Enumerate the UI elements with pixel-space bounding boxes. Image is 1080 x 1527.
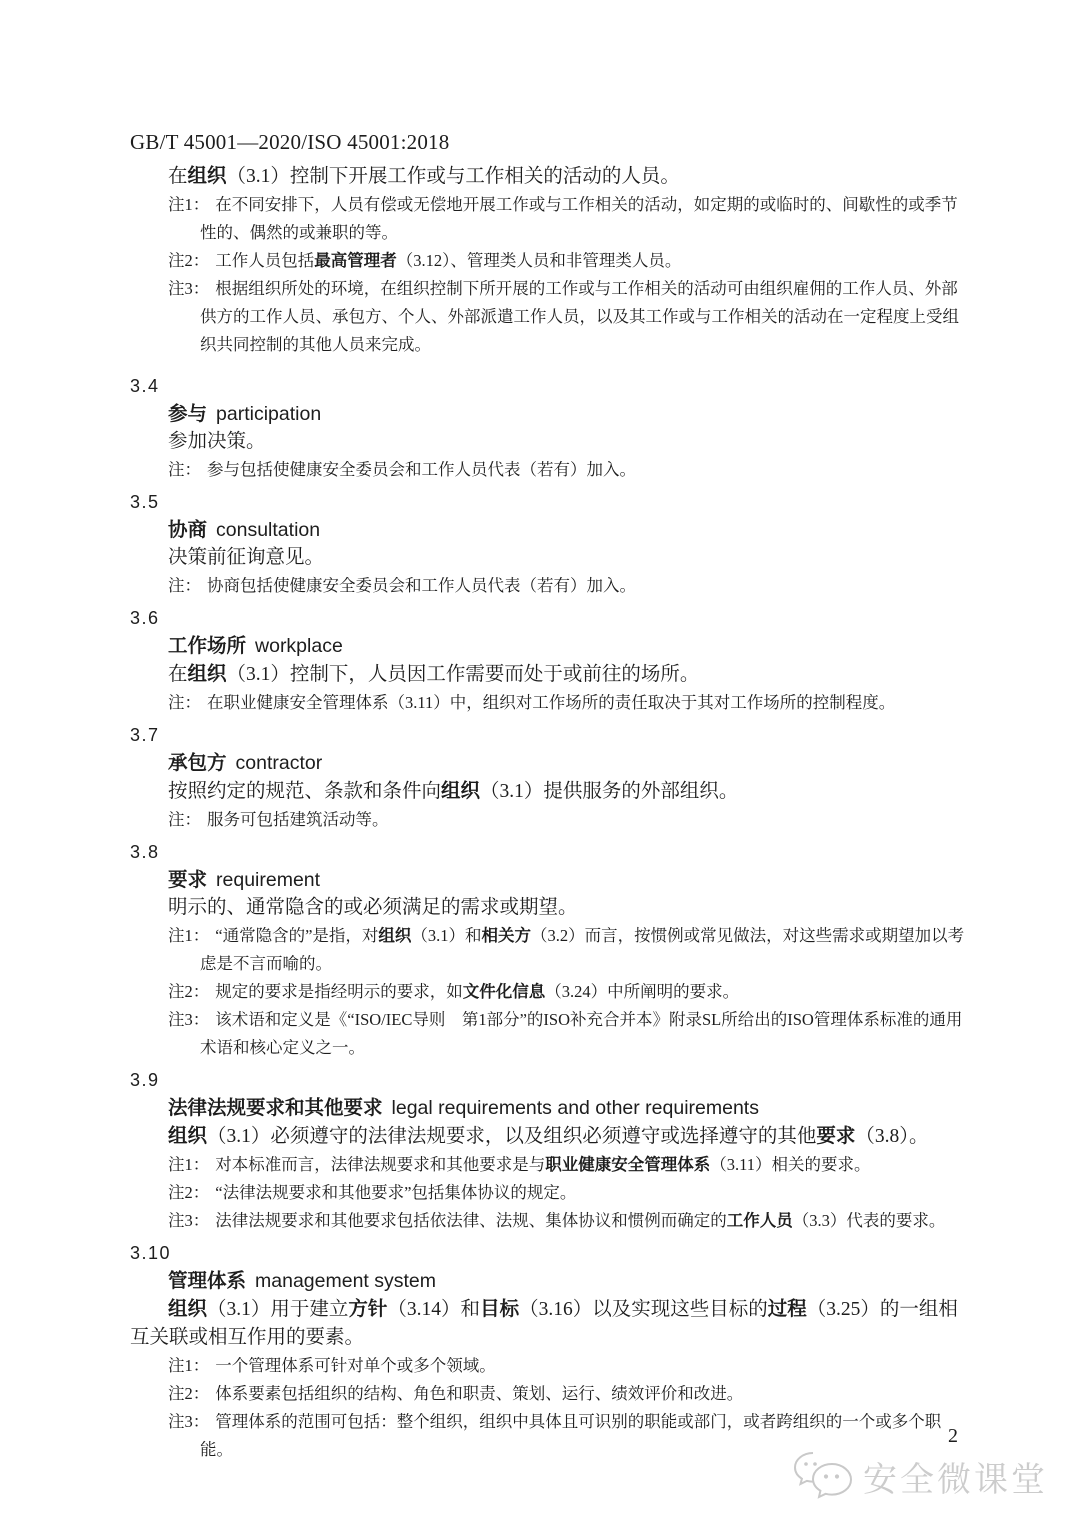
text-run: （3.1）提供服务的外部组织。 bbox=[480, 781, 739, 802]
watermark bbox=[791, 1450, 1048, 1502]
page-header-title: GB/T 45001—2020/ISO 45001:2018 bbox=[130, 130, 450, 154]
note-paragraph bbox=[130, 689, 972, 717]
note-paragraph bbox=[130, 978, 972, 1006]
note-paragraph bbox=[130, 922, 972, 978]
bold-term: 工作人员 bbox=[726, 1211, 793, 1230]
text-run: （3.1）控制下，人员因工作需要而处于或前往的场所。 bbox=[226, 664, 700, 685]
bold-term: 目标 bbox=[480, 1297, 520, 1320]
section-number: 3.6 bbox=[130, 608, 160, 628]
text-run: （3.12）、管理类人员和非管理类人员。 bbox=[396, 251, 682, 270]
term-zh: 协商 bbox=[168, 518, 208, 541]
section-number: 3.9 bbox=[130, 1070, 160, 1090]
text-run: （3.1）用于建立 bbox=[207, 1299, 349, 1320]
text-run: （3.25）的一组相互关联或相互作用的要素。 bbox=[130, 1299, 958, 1348]
note-paragraph bbox=[130, 456, 972, 484]
text-run: 法律法规要求和其他要求包括依法律、法规、集体协议和惯例而确定的 bbox=[215, 1211, 727, 1230]
definition-paragraph bbox=[130, 894, 972, 922]
definition-paragraph bbox=[130, 1122, 972, 1151]
definition-paragraph bbox=[130, 162, 972, 191]
text-run: 按照约定的规范、条款和条件向 bbox=[168, 781, 442, 802]
note-paragraph bbox=[130, 1151, 972, 1179]
text-run: 参与包括使健康安全委员会和工作人员代表（若有）加入。 bbox=[207, 460, 636, 479]
bold-term: 最高管理者 bbox=[314, 251, 397, 270]
text-run: 规定的要求是指经明示的要求，如 bbox=[215, 982, 463, 1001]
note-paragraph bbox=[130, 806, 972, 834]
term-line bbox=[130, 1094, 972, 1122]
bold-term: 过程 bbox=[767, 1297, 807, 1320]
definition-paragraph bbox=[130, 544, 972, 572]
note-label: 注2： bbox=[168, 1183, 210, 1202]
bold-term: 组织 bbox=[168, 1124, 208, 1147]
note-label: 注1： bbox=[168, 926, 210, 945]
bold-term: 要求 bbox=[816, 1124, 856, 1147]
text-run: （3.11）相关的要求。 bbox=[710, 1155, 871, 1174]
bold-term: 组织 bbox=[187, 164, 227, 187]
note-label: 注1： bbox=[168, 1356, 210, 1375]
note-label: 注2： bbox=[168, 251, 210, 270]
bold-term: 相关方 bbox=[481, 926, 532, 945]
bold-term: 组织 bbox=[378, 926, 412, 945]
note-label: 注1： bbox=[168, 195, 210, 214]
term-zh: 管理体系 bbox=[168, 1269, 247, 1292]
note-label: 注： bbox=[168, 810, 201, 829]
definition-paragraph bbox=[130, 1295, 972, 1352]
note-label: 注1： bbox=[168, 1155, 210, 1174]
term-line bbox=[130, 1267, 972, 1295]
term-zh: 工作场所 bbox=[168, 634, 247, 657]
definition-paragraph bbox=[130, 428, 972, 456]
term-zh: 要求 bbox=[168, 868, 208, 891]
text-run: （3.1）控制下开展工作或与工作相关的活动的人员。 bbox=[226, 166, 680, 187]
text-run: 在 bbox=[168, 166, 188, 187]
text-run: 对本标准而言，法律法规要求和其他要求是与 bbox=[215, 1155, 546, 1174]
note-label: 注： bbox=[168, 460, 201, 479]
note-label: 注3： bbox=[168, 1211, 210, 1230]
text-run: 在 bbox=[168, 664, 188, 685]
bold-term: 组织 bbox=[187, 662, 227, 685]
text-run: （3.24）中所阐明的要求。 bbox=[545, 982, 740, 1001]
note-paragraph bbox=[130, 1179, 972, 1207]
note-paragraph bbox=[130, 275, 972, 359]
term-line bbox=[130, 866, 972, 894]
text-run: （3.1）必须遵守的法律法规要求，以及组织必须遵守或选择遵守的其他 bbox=[207, 1126, 817, 1147]
term-line bbox=[130, 749, 972, 777]
term-en: legal requirements and other requirements bbox=[391, 1097, 759, 1119]
section-number: 3.5 bbox=[130, 492, 160, 512]
bold-term: 职业健康安全管理体系 bbox=[545, 1155, 711, 1174]
text-run: 在职业健康安全管理体系（3.11）中，组织对工作场所的责任取决于其对工作场所的控制程度。 bbox=[207, 693, 896, 712]
note-label: 注： bbox=[168, 693, 201, 712]
term-line bbox=[130, 516, 972, 544]
text-run: 服务可包括建筑活动等。 bbox=[207, 810, 389, 829]
note-paragraph bbox=[130, 247, 972, 275]
section-number: 3.4 bbox=[130, 376, 160, 396]
text-run: 一个管理体系可针对单个或多个领域。 bbox=[215, 1356, 496, 1375]
bold-term: 方针 bbox=[348, 1297, 388, 1320]
text-run: （3.1）和 bbox=[411, 926, 482, 945]
term-en: consultation bbox=[216, 519, 321, 541]
text-run: 决策前征询意见。 bbox=[168, 547, 325, 568]
text-run: 体系要素包括组织的结构、角色和职责、策划、运行、绩效评价和改进。 bbox=[215, 1384, 744, 1403]
text-run: （3.3）代表的要求。 bbox=[792, 1211, 946, 1230]
text-run: 工作人员包括 bbox=[215, 251, 315, 270]
text-run: （3.2）而言，按惯例或常见做法，对这些需求或期望加以考虑是不言而喻的。 bbox=[200, 926, 965, 973]
note-paragraph bbox=[130, 1380, 972, 1408]
bold-term: 文件化信息 bbox=[462, 982, 546, 1001]
note-label: 注： bbox=[168, 576, 201, 595]
text-run: （3.8）。 bbox=[855, 1126, 929, 1147]
definition-paragraph bbox=[130, 777, 972, 806]
term-line bbox=[130, 400, 972, 428]
term-en: participation bbox=[216, 403, 322, 425]
text-run: （3.14）和 bbox=[387, 1299, 481, 1320]
note-paragraph bbox=[130, 572, 972, 600]
note-label: 注3： bbox=[168, 1010, 210, 1029]
page-number: 2 bbox=[948, 1425, 958, 1447]
note-paragraph bbox=[130, 1207, 972, 1235]
note-label: 注3： bbox=[168, 279, 210, 298]
text-run: 该术语和定义是《“ISO/IEC导则 第1部分”的ISO补充合并本》附录SL所给出的ISO管理体系标准的通用术语和核心定义之一。 bbox=[200, 1010, 963, 1057]
text-run: 协商包括使健康安全委员会和工作人员代表（若有）加入。 bbox=[207, 576, 636, 595]
watermark-text: 安全微课堂 bbox=[863, 1459, 1048, 1500]
bold-term: 组织 bbox=[168, 1297, 208, 1320]
term-en: management system bbox=[255, 1270, 437, 1292]
note-label: 注2： bbox=[168, 1384, 210, 1403]
term-en: workplace bbox=[255, 635, 343, 657]
text-run: （3.16）以及实现这些目标的 bbox=[519, 1299, 768, 1320]
note-label: 注2： bbox=[168, 982, 210, 1001]
text-run: “法律法规要求和其他要求”包括集体协议的规定。 bbox=[215, 1183, 577, 1202]
document-flow bbox=[130, 162, 972, 1464]
definition-paragraph bbox=[130, 660, 972, 689]
term-en: contractor bbox=[235, 752, 323, 774]
section-number: 3.10 bbox=[130, 1243, 172, 1263]
text-run: 在不同安排下，人员有偿或无偿地开展工作或与工作相关的活动，如定期的或临时的、间歇性的或季节性的、偶然的或兼职的等。 bbox=[200, 195, 958, 242]
section-number: 3.7 bbox=[130, 725, 160, 745]
term-en: requirement bbox=[216, 869, 321, 891]
note-paragraph bbox=[130, 1352, 972, 1380]
text-run: “通常隐含的”是指，对 bbox=[215, 926, 379, 945]
bold-term: 组织 bbox=[441, 779, 481, 802]
term-zh: 参与 bbox=[168, 402, 208, 425]
term-line bbox=[130, 632, 972, 660]
wechat-logo-icon bbox=[791, 1450, 855, 1502]
text-run: 明示的、通常隐含的或必须满足的需求或期望。 bbox=[168, 897, 578, 918]
text-run: 根据组织所处的环境，在组织控制下所开展的工作或与工作相关的活动可由组织雇佣的工作人员、外部供方的工作人员、承包方、个人、外部派遣工作人员，以及其工作或与工作相关的活动在一定程度上受组织共同控制的其他人员来完成。 bbox=[200, 279, 959, 354]
note-paragraph bbox=[130, 1006, 972, 1062]
text-run: 管理体系的范围可包括：整个组织，组织中具体且可识别的职能或部门，或者跨组织的一个或多个职能。 bbox=[200, 1412, 942, 1459]
term-zh: 承包方 bbox=[168, 751, 227, 774]
text-run: 参加决策。 bbox=[168, 431, 266, 452]
term-zh: 法律法规要求和其他要求 bbox=[168, 1096, 383, 1119]
note-label: 注3： bbox=[168, 1412, 210, 1431]
section-number: 3.8 bbox=[130, 842, 160, 862]
note-paragraph bbox=[130, 191, 972, 247]
